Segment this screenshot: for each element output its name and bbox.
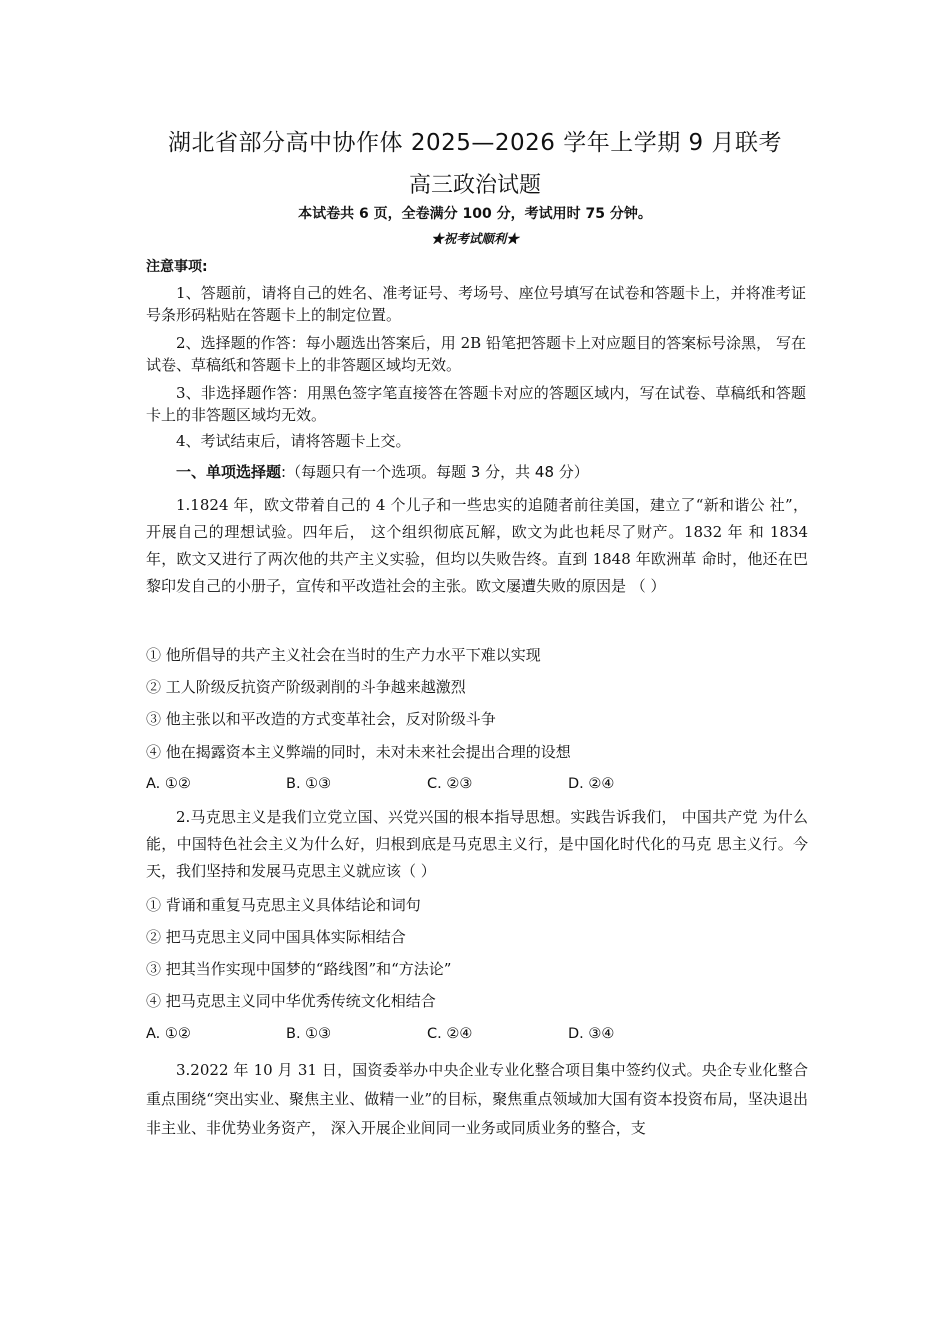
question-2-option-1: ① 背诵和重复马克思主义具体结论和词句 [146, 896, 421, 914]
question-1-option-1: ① 他所倡导的共产主义社会在当时的生产力水平下难以实现 [146, 646, 541, 664]
question-1-choice-c: C. ②③ [427, 776, 473, 792]
question-1-option-2: ② 工人阶级反抗资产阶级剥削的斗争越来越激烈 [146, 678, 466, 696]
question-2-choice-a: A. ①② [146, 1026, 191, 1042]
note-item-3: 3、非选择题作答：用黑色签字笔直接答在答题卡对应的答题区域内，写在试卷、草稿纸和答题卡上的非答题区域均无效。 [146, 384, 806, 424]
question-1-choice-b: B. ①③ [286, 776, 332, 792]
question-2-option-2: ② 把马克思主义同中国具体实际相结合 [146, 928, 406, 946]
exam-wish: ★祝考试顺利★ [431, 231, 519, 246]
exam-title: 湖北省部分高中协作体 2025—2026 学年上学期 9 月联考 [168, 130, 782, 156]
question-3-stem: 3.2022 年 10 月 31 日，国资委举办中央企业专业化整合项目集中签约仪式。央企专业化整合重点围绕“突出实业、聚焦主业、做精一业”的目标，聚焦重点领域加大国有资本投资布局，坚决退出非主业、非优势业务资产， 深入开展企业间同一业务或同质业务的整合，支 [146, 1061, 808, 1137]
section-heading [176, 461, 589, 482]
section-heading-rest: :（每题只有一个选项。每题 3 分，共 48 分） [281, 463, 589, 481]
note-item-4: 4、考试结束后，请将答题卡上交。 [176, 432, 411, 450]
notes-heading: 注意事项: [146, 259, 208, 275]
question-2-choice-d: D. ③④ [568, 1026, 615, 1042]
exam-info: 本试卷共 6 页，全卷满分 100 分，考试用时 75 分钟。 [298, 206, 652, 222]
note-item-2: 2、选择题的作答：每小题选出答案后，用 2B 铅笔把答题卡上对应题目的答案标号涂黑， 写在试卷、草稿纸和答题卡上的非答题区域均无效。 [146, 334, 806, 374]
question-1-stem: 1.1824 年，欧文带着自己的 4 个儿子和一些忠实的追随者前往美国，建立了“新和谐公 社”，开展自己的理想试验。四年后， 这个组织彻底瓦解，欧文为此也耗尽了财产。1832 年 和 1834 年，欧文又进行了两次他的共产主义实验，但均以失败告终。直到 1848 年欧洲革 命时，他还在巴黎印发自己的小册子，宣传和平改造社会的主张。欧文屡遭失败的原因是 （ ） [146, 496, 808, 595]
question-2-choice-b: B. ①③ [286, 1026, 332, 1042]
question-2-option-4: ④ 把马克思主义同中华优秀传统文化相结合 [146, 992, 436, 1010]
question-2-option-3: ③ 把其当作实现中国梦的“路线图”和“方法论” [146, 960, 452, 978]
question-1-choice-d: D. ②④ [568, 776, 615, 792]
question-2-choice-c: C. ②④ [427, 1026, 473, 1042]
question-1-choice-a: A. ①② [146, 776, 191, 792]
question-2-stem: 2.马克思主义是我们立党立国、兴党兴国的根本指导思想。实践告诉我们， 中国共产党 为什么能，中国特色社会主义为什么好，归根到底是马克思主义行，是中国化时代化的马克 思主义行。今天，我们坚持和发展马克思主义就应该（ ） [146, 808, 808, 880]
note-item-1: 1、答题前，请将自己的姓名、准考证号、考场号、座位号填写在试卷和答题卡上，并将准考证号条形码粘贴在答题卡上的制定位置。 [146, 284, 806, 324]
question-1-option-3: ③ 他主张以和平改造的方式变革社会，反对阶级斗争 [146, 710, 496, 728]
exam-subtitle: 高三政治试题 [408, 173, 541, 198]
question-1-option-4: ④ 他在揭露资本主义弊端的同时，未对未来社会提出合理的设想 [146, 743, 571, 761]
section-heading-bold: 一、单项选择题 [176, 463, 282, 481]
